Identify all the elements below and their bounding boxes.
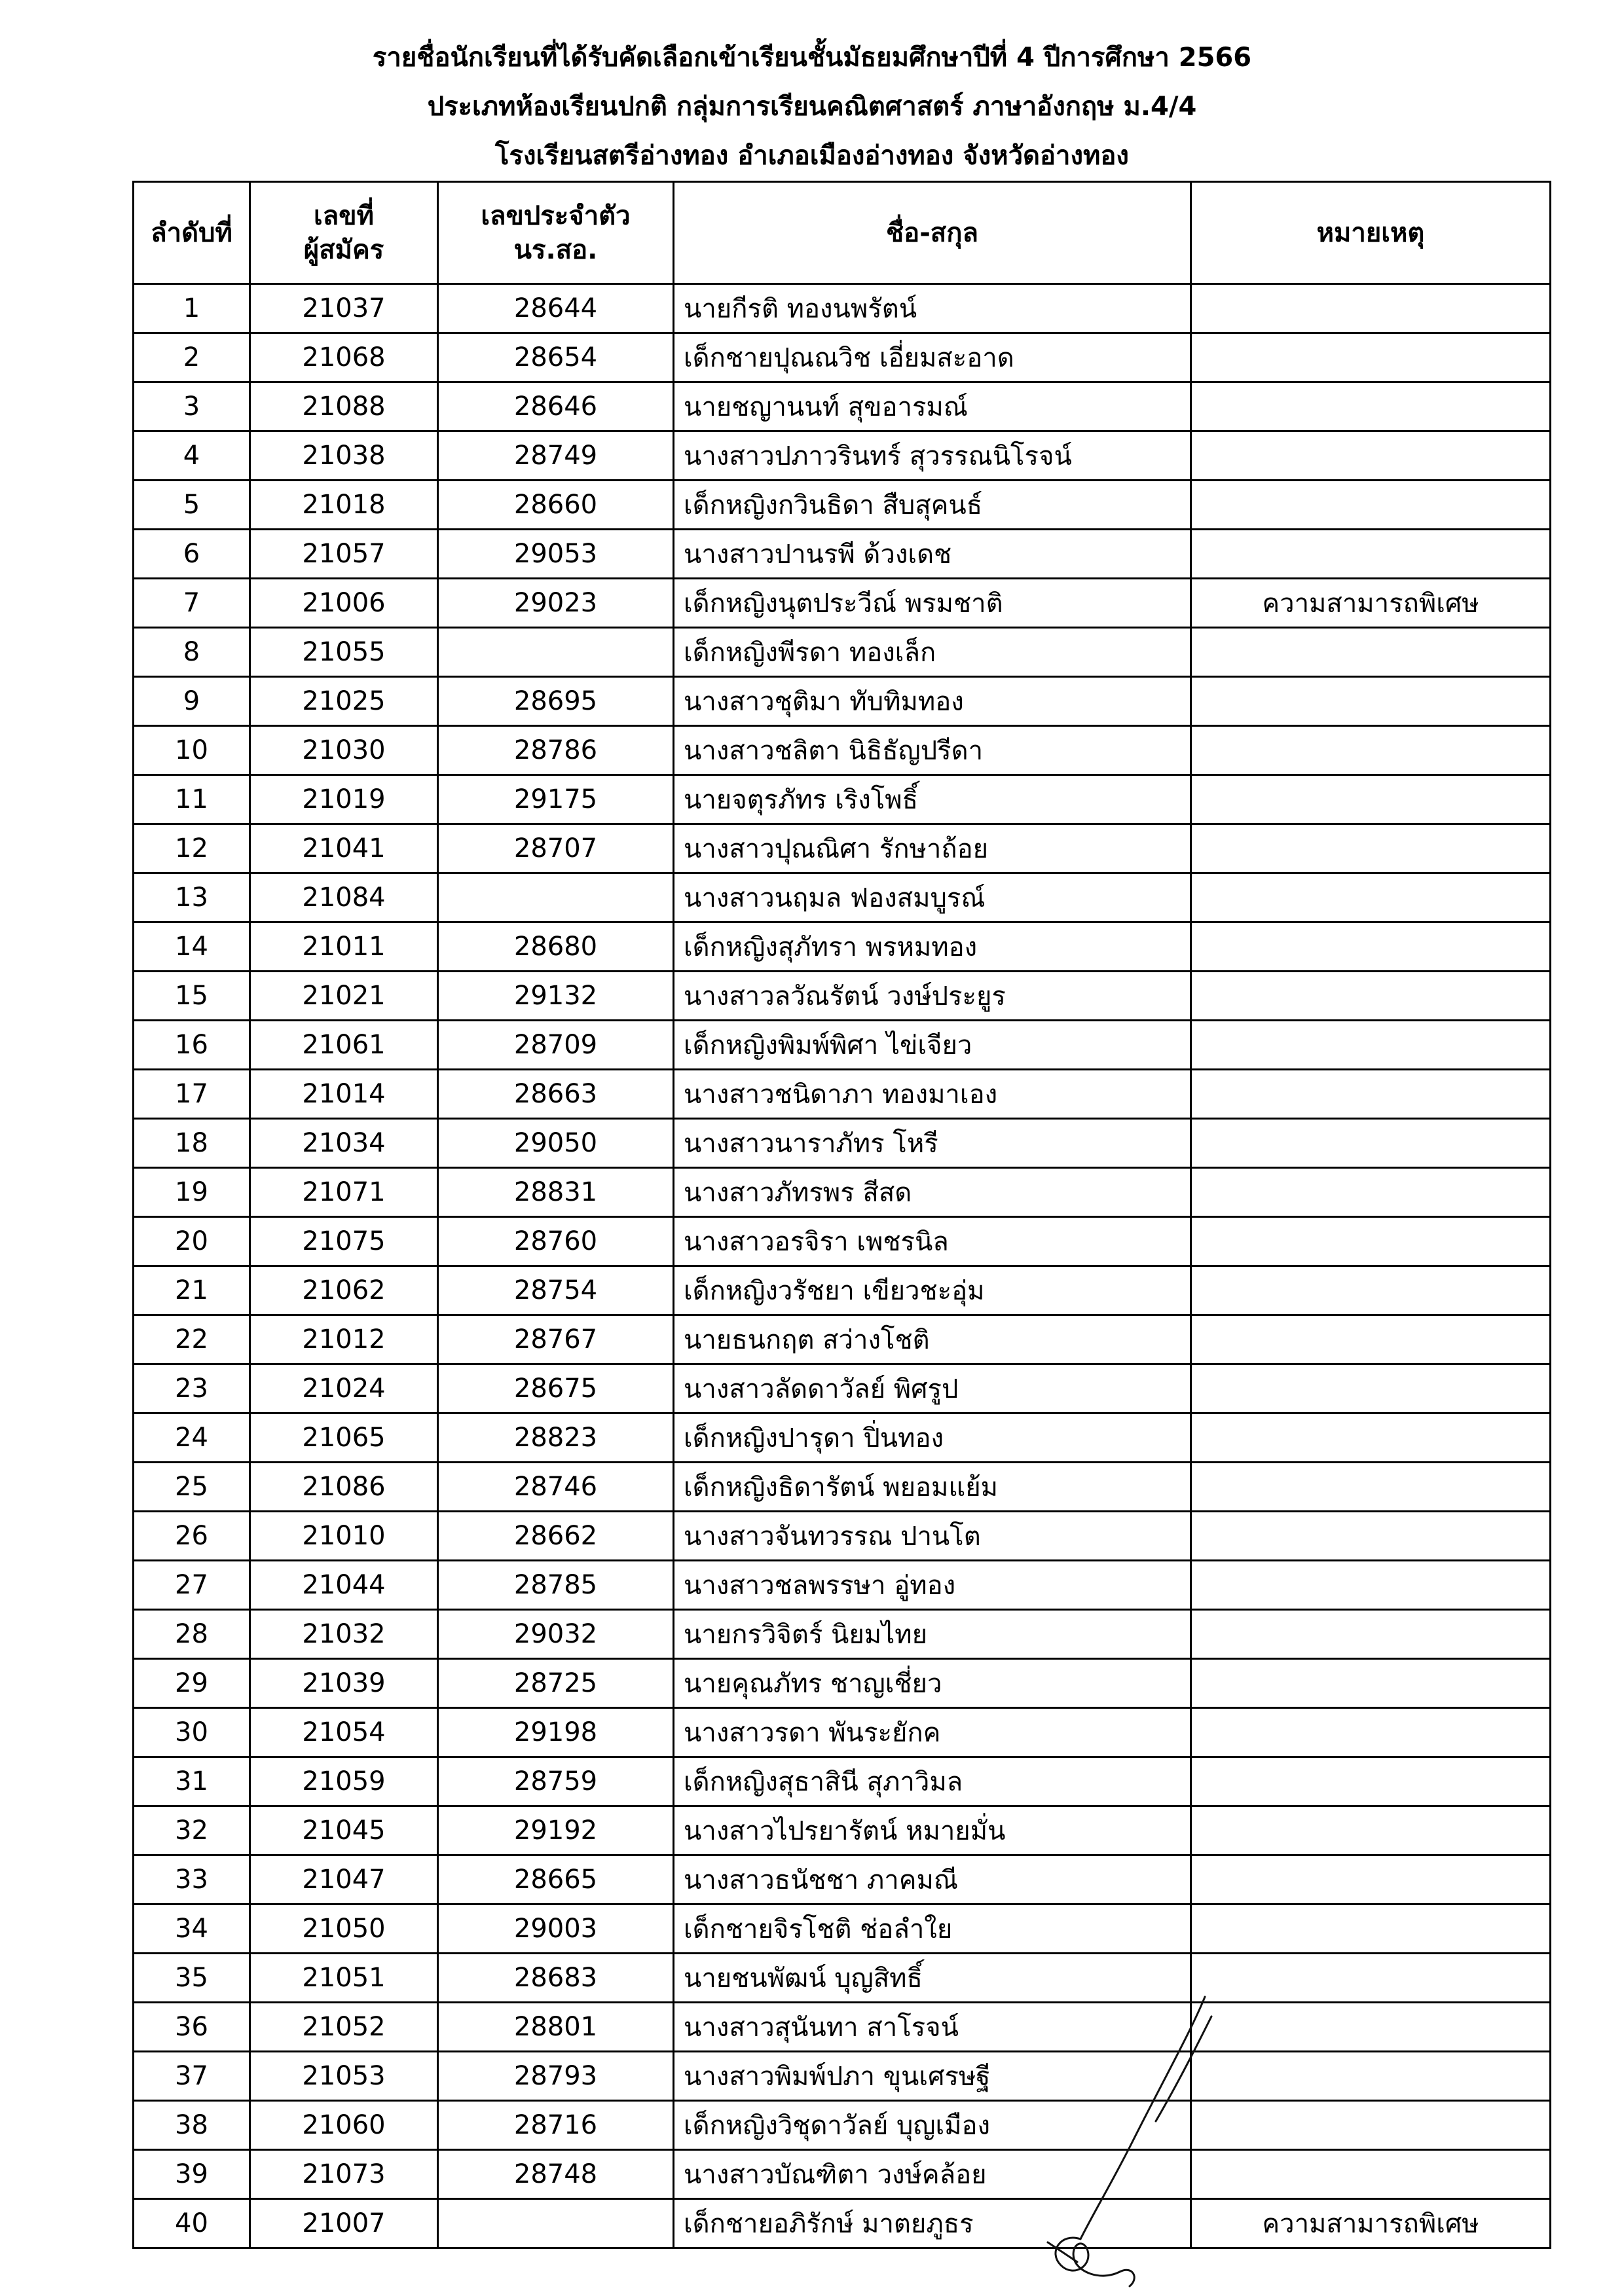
table-row bbox=[134, 284, 1551, 333]
cell-student-id: 28754 bbox=[438, 1266, 674, 1315]
table-row bbox=[134, 873, 1551, 922]
cell-student-id: 28767 bbox=[438, 1315, 674, 1364]
cell-no: 39 bbox=[134, 2150, 250, 2199]
cell-student-id: 29198 bbox=[438, 1708, 674, 1757]
table-row bbox=[134, 2003, 1551, 2052]
cell-student-id: 28654 bbox=[438, 333, 674, 382]
cell-applicant-no: 21075 bbox=[250, 1217, 438, 1266]
cell-student-id: 29050 bbox=[438, 1119, 674, 1168]
table-row bbox=[134, 2052, 1551, 2101]
cell-student-id: 28675 bbox=[438, 1364, 674, 1413]
cell-note bbox=[1191, 333, 1551, 382]
table-row bbox=[134, 1315, 1551, 1364]
table-row bbox=[134, 972, 1551, 1021]
cell-name: นางสาวพิมพ์ปภา ขุนเศรษฐี bbox=[674, 2052, 1191, 2101]
table-row bbox=[134, 1954, 1551, 2003]
cell-note bbox=[1191, 1070, 1551, 1119]
cell-student-id bbox=[438, 628, 674, 677]
cell-no: 31 bbox=[134, 1757, 250, 1806]
cell-applicant-no: 21006 bbox=[250, 579, 438, 628]
cell-no: 13 bbox=[134, 873, 250, 922]
cell-no: 32 bbox=[134, 1806, 250, 1855]
cell-name: นายชนพัฒน์ บุญสิทธิ์ bbox=[674, 1954, 1191, 2003]
cell-student-id: 29192 bbox=[438, 1806, 674, 1855]
cell-applicant-no: 21060 bbox=[250, 2101, 438, 2150]
cell-name: นางสาวชลิตา นิธิธัญปรีดา bbox=[674, 726, 1191, 775]
cell-name: นางสาวนาราภัทร โหรี bbox=[674, 1119, 1191, 1168]
cell-applicant-no: 21044 bbox=[250, 1561, 438, 1610]
cell-note bbox=[1191, 1315, 1551, 1364]
header-no: ลำดับที่ bbox=[134, 182, 250, 284]
cell-student-id: 28785 bbox=[438, 1561, 674, 1610]
cell-applicant-no: 21068 bbox=[250, 333, 438, 382]
cell-applicant-no: 21038 bbox=[250, 431, 438, 481]
cell-name: เด็กหญิงวรัชยา เขียวชะอุ่ม bbox=[674, 1266, 1191, 1315]
cell-name: เด็กหญิงพิมพ์พิศา ไข่เจียว bbox=[674, 1021, 1191, 1070]
cell-note bbox=[1191, 431, 1551, 481]
page-title: รายชื่อนักเรียนที่ได้รับคัดเลือกเข้าเรียนชั้นมัธยมศึกษาปีที่ 4 ปีการศึกษา 2566 bbox=[372, 43, 1252, 73]
cell-no: 25 bbox=[134, 1463, 250, 1512]
cell-note bbox=[1191, 1806, 1551, 1855]
cell-name: เด็กหญิงธิดารัตน์ พยอมแย้ม bbox=[674, 1463, 1191, 1512]
cell-applicant-no: 21071 bbox=[250, 1168, 438, 1217]
cell-applicant-no: 21024 bbox=[250, 1364, 438, 1413]
cell-name: นางสาวอรจิรา เพชรนิล bbox=[674, 1217, 1191, 1266]
cell-applicant-no: 21032 bbox=[250, 1610, 438, 1659]
cell-applicant-no: 21053 bbox=[250, 2052, 438, 2101]
table-row bbox=[134, 1070, 1551, 1119]
cell-student-id: 28831 bbox=[438, 1168, 674, 1217]
header-name: ชื่อ-สกุล bbox=[674, 182, 1191, 284]
cell-note bbox=[1191, 1659, 1551, 1708]
cell-student-id: 28707 bbox=[438, 824, 674, 873]
cell-applicant-no: 21088 bbox=[250, 382, 438, 431]
cell-no: 7 bbox=[134, 579, 250, 628]
cell-student-id: 28695 bbox=[438, 677, 674, 726]
table-row bbox=[134, 431, 1551, 481]
table-row bbox=[134, 1757, 1551, 1806]
cell-name: เด็กหญิงสุภัทรา พรหมทอง bbox=[674, 922, 1191, 972]
cell-name: นางสาวปุณณิศา รักษาถ้อย bbox=[674, 824, 1191, 873]
cell-no: 18 bbox=[134, 1119, 250, 1168]
cell-note: ความสามารถพิเศษ bbox=[1191, 579, 1551, 628]
table-row bbox=[134, 1021, 1551, 1070]
cell-student-id: 29003 bbox=[438, 1904, 674, 1954]
cell-student-id: 28665 bbox=[438, 1855, 674, 1904]
cell-note bbox=[1191, 873, 1551, 922]
cell-note bbox=[1191, 922, 1551, 972]
cell-note bbox=[1191, 2052, 1551, 2101]
cell-name: นายชญานนท์ สุขอารมณ์ bbox=[674, 382, 1191, 431]
cell-name: เด็กหญิงปารุดา ปิ่นทอง bbox=[674, 1413, 1191, 1463]
cell-name: เด็กชายปุณณวิช เอี่ยมสะอาด bbox=[674, 333, 1191, 382]
cell-name: นายกรวิจิตร์ นิยมไทย bbox=[674, 1610, 1191, 1659]
cell-note bbox=[1191, 1904, 1551, 1954]
table-row bbox=[134, 579, 1551, 628]
cell-name: นางสาวธนัชชา ภาคมณี bbox=[674, 1855, 1191, 1904]
cell-note bbox=[1191, 1364, 1551, 1413]
cell-name: นางสาวชลพรรษา อู่ทอง bbox=[674, 1561, 1191, 1610]
cell-no: 15 bbox=[134, 972, 250, 1021]
table-row bbox=[134, 1512, 1551, 1561]
cell-no: 16 bbox=[134, 1021, 250, 1070]
table-row bbox=[134, 677, 1551, 726]
cell-no: 21 bbox=[134, 1266, 250, 1315]
cell-student-id: 29175 bbox=[438, 775, 674, 824]
cell-applicant-no: 21047 bbox=[250, 1855, 438, 1904]
cell-applicant-no: 21055 bbox=[250, 628, 438, 677]
cell-name: นางสาวภัทรพร สีสด bbox=[674, 1168, 1191, 1217]
cell-no: 8 bbox=[134, 628, 250, 677]
cell-no: 12 bbox=[134, 824, 250, 873]
cell-student-id: 29032 bbox=[438, 1610, 674, 1659]
cell-applicant-no: 21050 bbox=[250, 1904, 438, 1954]
cell-student-id bbox=[438, 873, 674, 922]
table-row bbox=[134, 1904, 1551, 1954]
cell-applicant-no: 21041 bbox=[250, 824, 438, 873]
cell-student-id: 28725 bbox=[438, 1659, 674, 1708]
cell-name: เด็กชายอภิรักษ์ มาตยภูธร bbox=[674, 2199, 1191, 2248]
cell-student-id: 28662 bbox=[438, 1512, 674, 1561]
cell-note bbox=[1191, 2101, 1551, 2150]
cell-student-id: 28683 bbox=[438, 1954, 674, 2003]
table-row bbox=[134, 726, 1551, 775]
cell-note bbox=[1191, 1266, 1551, 1315]
cell-student-id: 28801 bbox=[438, 2003, 674, 2052]
cell-note bbox=[1191, 481, 1551, 530]
table-row bbox=[134, 481, 1551, 530]
cell-student-id: 28646 bbox=[438, 382, 674, 431]
table-row bbox=[134, 1119, 1551, 1168]
cell-note bbox=[1191, 972, 1551, 1021]
cell-student-id: 28786 bbox=[438, 726, 674, 775]
table-row bbox=[134, 1463, 1551, 1512]
cell-no: 40 bbox=[134, 2199, 250, 2248]
cell-student-id bbox=[438, 2199, 674, 2248]
cell-student-id: 28749 bbox=[438, 431, 674, 481]
cell-note: ความสามารถพิเศษ bbox=[1191, 2199, 1551, 2248]
cell-name: เด็กหญิงสุธาสินี สุภาวิมล bbox=[674, 1757, 1191, 1806]
cell-note bbox=[1191, 628, 1551, 677]
cell-no: 19 bbox=[134, 1168, 250, 1217]
cell-note bbox=[1191, 1561, 1551, 1610]
cell-note bbox=[1191, 1512, 1551, 1561]
cell-name: เด็กหญิงวิชุดาวัลย์ บุญเมือง bbox=[674, 2101, 1191, 2150]
cell-applicant-no: 21018 bbox=[250, 481, 438, 530]
cell-applicant-no: 21062 bbox=[250, 1266, 438, 1315]
cell-note bbox=[1191, 1217, 1551, 1266]
cell-note bbox=[1191, 1168, 1551, 1217]
cell-note bbox=[1191, 1757, 1551, 1806]
cell-name: นางสาวบัณฑิตา วงษ์คล้อย bbox=[674, 2150, 1191, 2199]
cell-applicant-no: 21037 bbox=[250, 284, 438, 333]
table-row bbox=[134, 775, 1551, 824]
cell-note bbox=[1191, 2003, 1551, 2052]
cell-name: เด็กหญิงพีรดา ทองเล็ก bbox=[674, 628, 1191, 677]
cell-no: 1 bbox=[134, 284, 250, 333]
header-applicant-no-line2: ผู้สมัคร bbox=[303, 234, 384, 265]
page-subtitle: ประเภทห้องเรียนปกติ กลุ่มการเรียนคณิตศาสตร์ ภาษาอังกฤษ ม.4/4 bbox=[427, 92, 1197, 122]
table-row bbox=[134, 1168, 1551, 1217]
cell-no: 10 bbox=[134, 726, 250, 775]
cell-no: 34 bbox=[134, 1904, 250, 1954]
cell-student-id: 28759 bbox=[438, 1757, 674, 1806]
table-row bbox=[134, 824, 1551, 873]
header-student-id-line1: เลขประจำตัว bbox=[481, 200, 631, 231]
table-row bbox=[134, 2199, 1551, 2248]
header-applicant-no bbox=[250, 182, 438, 284]
cell-no: 5 bbox=[134, 481, 250, 530]
header-student-id-line2: นร.สอ. bbox=[513, 234, 598, 265]
cell-applicant-no: 21073 bbox=[250, 2150, 438, 2199]
cell-student-id: 29023 bbox=[438, 579, 674, 628]
cell-name: นางสาวสุนันทา สาโรจน์ bbox=[674, 2003, 1191, 2052]
table-row bbox=[134, 1610, 1551, 1659]
cell-applicant-no: 21039 bbox=[250, 1659, 438, 1708]
cell-applicant-no: 21021 bbox=[250, 972, 438, 1021]
cell-note bbox=[1191, 1708, 1551, 1757]
cell-no: 26 bbox=[134, 1512, 250, 1561]
cell-student-id: 28709 bbox=[438, 1021, 674, 1070]
cell-no: 27 bbox=[134, 1561, 250, 1610]
cell-student-id: 28746 bbox=[438, 1463, 674, 1512]
cell-name: นางสาวปภาวรินทร์ สุวรรณนิโรจน์ bbox=[674, 431, 1191, 481]
cell-applicant-no: 21057 bbox=[250, 530, 438, 579]
cell-no: 37 bbox=[134, 2052, 250, 2101]
school-line: โรงเรียนสตรีอ่างทอง อำเภอเมืองอ่างทอง จังหวัดอ่างทอง bbox=[495, 141, 1129, 171]
cell-student-id: 29053 bbox=[438, 530, 674, 579]
cell-note bbox=[1191, 1610, 1551, 1659]
student-table bbox=[132, 181, 1551, 2249]
cell-applicant-no: 21012 bbox=[250, 1315, 438, 1364]
table-header-row bbox=[134, 182, 1551, 284]
cell-student-id: 28644 bbox=[438, 284, 674, 333]
cell-name: นางสาวปานรพี ด้วงเดช bbox=[674, 530, 1191, 579]
cell-applicant-no: 21052 bbox=[250, 2003, 438, 2052]
cell-note bbox=[1191, 1119, 1551, 1168]
cell-student-id: 28823 bbox=[438, 1413, 674, 1463]
header-note: หมายเหตุ bbox=[1191, 182, 1551, 284]
signature bbox=[1008, 1990, 1231, 2291]
cell-no: 22 bbox=[134, 1315, 250, 1364]
cell-student-id: 28680 bbox=[438, 922, 674, 972]
cell-no: 4 bbox=[134, 431, 250, 481]
cell-name: นายคุณภัทร ชาญเชี่ยว bbox=[674, 1659, 1191, 1708]
cell-student-id: 28660 bbox=[438, 481, 674, 530]
cell-name: เด็กชายจิรโชติ ช่อลำใย bbox=[674, 1904, 1191, 1954]
table-row bbox=[134, 333, 1551, 382]
cell-applicant-no: 21034 bbox=[250, 1119, 438, 1168]
table-row bbox=[134, 922, 1551, 972]
table-row bbox=[134, 1708, 1551, 1757]
header-applicant-no-line1: เลขที่ bbox=[314, 200, 374, 231]
table-row bbox=[134, 1413, 1551, 1463]
cell-name: นางสาวลวัณรัตน์ วงษ์ประยูร bbox=[674, 972, 1191, 1021]
cell-no: 33 bbox=[134, 1855, 250, 1904]
table-row bbox=[134, 1659, 1551, 1708]
cell-applicant-no: 21061 bbox=[250, 1021, 438, 1070]
cell-no: 35 bbox=[134, 1954, 250, 2003]
cell-no: 14 bbox=[134, 922, 250, 972]
table-row bbox=[134, 628, 1551, 677]
cell-note bbox=[1191, 1413, 1551, 1463]
cell-no: 9 bbox=[134, 677, 250, 726]
table-row bbox=[134, 1561, 1551, 1610]
table-row bbox=[134, 530, 1551, 579]
cell-no: 29 bbox=[134, 1659, 250, 1708]
cell-note bbox=[1191, 1463, 1551, 1512]
cell-student-id: 28760 bbox=[438, 1217, 674, 1266]
cell-no: 30 bbox=[134, 1708, 250, 1757]
header-student-id bbox=[438, 182, 674, 284]
cell-student-id: 28748 bbox=[438, 2150, 674, 2199]
cell-name: เด็กหญิงกวินธิดา สืบสุคนธ์ bbox=[674, 481, 1191, 530]
cell-no: 38 bbox=[134, 2101, 250, 2150]
cell-note bbox=[1191, 1954, 1551, 2003]
cell-note bbox=[1191, 1855, 1551, 1904]
cell-name: เด็กหญิงนุตประวีณ์ พรมชาติ bbox=[674, 579, 1191, 628]
cell-note bbox=[1191, 530, 1551, 579]
cell-no: 3 bbox=[134, 382, 250, 431]
cell-applicant-no: 21084 bbox=[250, 873, 438, 922]
table-row bbox=[134, 1855, 1551, 1904]
cell-applicant-no: 21045 bbox=[250, 1806, 438, 1855]
cell-applicant-no: 21051 bbox=[250, 1954, 438, 2003]
cell-name: นางสาวจันทวรรณ ปานโต bbox=[674, 1512, 1191, 1561]
cell-note bbox=[1191, 1021, 1551, 1070]
cell-student-id: 28716 bbox=[438, 2101, 674, 2150]
table-row bbox=[134, 1266, 1551, 1315]
cell-student-id: 28663 bbox=[438, 1070, 674, 1119]
cell-note bbox=[1191, 726, 1551, 775]
table-row bbox=[134, 2150, 1551, 2199]
cell-no: 6 bbox=[134, 530, 250, 579]
cell-applicant-no: 21010 bbox=[250, 1512, 438, 1561]
cell-no: 17 bbox=[134, 1070, 250, 1119]
cell-no: 20 bbox=[134, 1217, 250, 1266]
cell-name: นางสาวรดา พันระยักค bbox=[674, 1708, 1191, 1757]
table-row bbox=[134, 2101, 1551, 2150]
cell-applicant-no: 21007 bbox=[250, 2199, 438, 2248]
table-body bbox=[134, 284, 1551, 2248]
cell-note bbox=[1191, 824, 1551, 873]
cell-note bbox=[1191, 382, 1551, 431]
cell-applicant-no: 21019 bbox=[250, 775, 438, 824]
cell-applicant-no: 21030 bbox=[250, 726, 438, 775]
table-row bbox=[134, 382, 1551, 431]
cell-note bbox=[1191, 775, 1551, 824]
cell-note bbox=[1191, 284, 1551, 333]
cell-no: 28 bbox=[134, 1610, 250, 1659]
cell-applicant-no: 21011 bbox=[250, 922, 438, 972]
cell-name: นางสาวลัดดาวัลย์ พิศรูป bbox=[674, 1364, 1191, 1413]
cell-applicant-no: 21014 bbox=[250, 1070, 438, 1119]
cell-no: 11 bbox=[134, 775, 250, 824]
cell-applicant-no: 21086 bbox=[250, 1463, 438, 1512]
cell-name: นายจตุรภัทร เริงโพธิ์ bbox=[674, 775, 1191, 824]
cell-applicant-no: 21025 bbox=[250, 677, 438, 726]
cell-name: นายกีรติ ทองนพรัตน์ bbox=[674, 284, 1191, 333]
cell-name: นางสาวไปรยารัตน์ หมายมั่น bbox=[674, 1806, 1191, 1855]
cell-no: 2 bbox=[134, 333, 250, 382]
table-row bbox=[134, 1217, 1551, 1266]
cell-applicant-no: 21065 bbox=[250, 1413, 438, 1463]
cell-applicant-no: 21059 bbox=[250, 1757, 438, 1806]
cell-name: นายธนกฤต สว่างโชติ bbox=[674, 1315, 1191, 1364]
table-row bbox=[134, 1806, 1551, 1855]
cell-applicant-no: 21054 bbox=[250, 1708, 438, 1757]
cell-name: นางสาวชุติมา ทับทิมทอง bbox=[674, 677, 1191, 726]
cell-note bbox=[1191, 677, 1551, 726]
cell-note bbox=[1191, 2150, 1551, 2199]
cell-no: 36 bbox=[134, 2003, 250, 2052]
cell-name: นางสาวนฤมล ฟองสมบูรณ์ bbox=[674, 873, 1191, 922]
cell-student-id: 28793 bbox=[438, 2052, 674, 2101]
table-row bbox=[134, 1364, 1551, 1413]
cell-no: 24 bbox=[134, 1413, 250, 1463]
cell-no: 23 bbox=[134, 1364, 250, 1413]
cell-name: นางสาวชนิดาภา ทองมาเอง bbox=[674, 1070, 1191, 1119]
cell-student-id: 29132 bbox=[438, 972, 674, 1021]
